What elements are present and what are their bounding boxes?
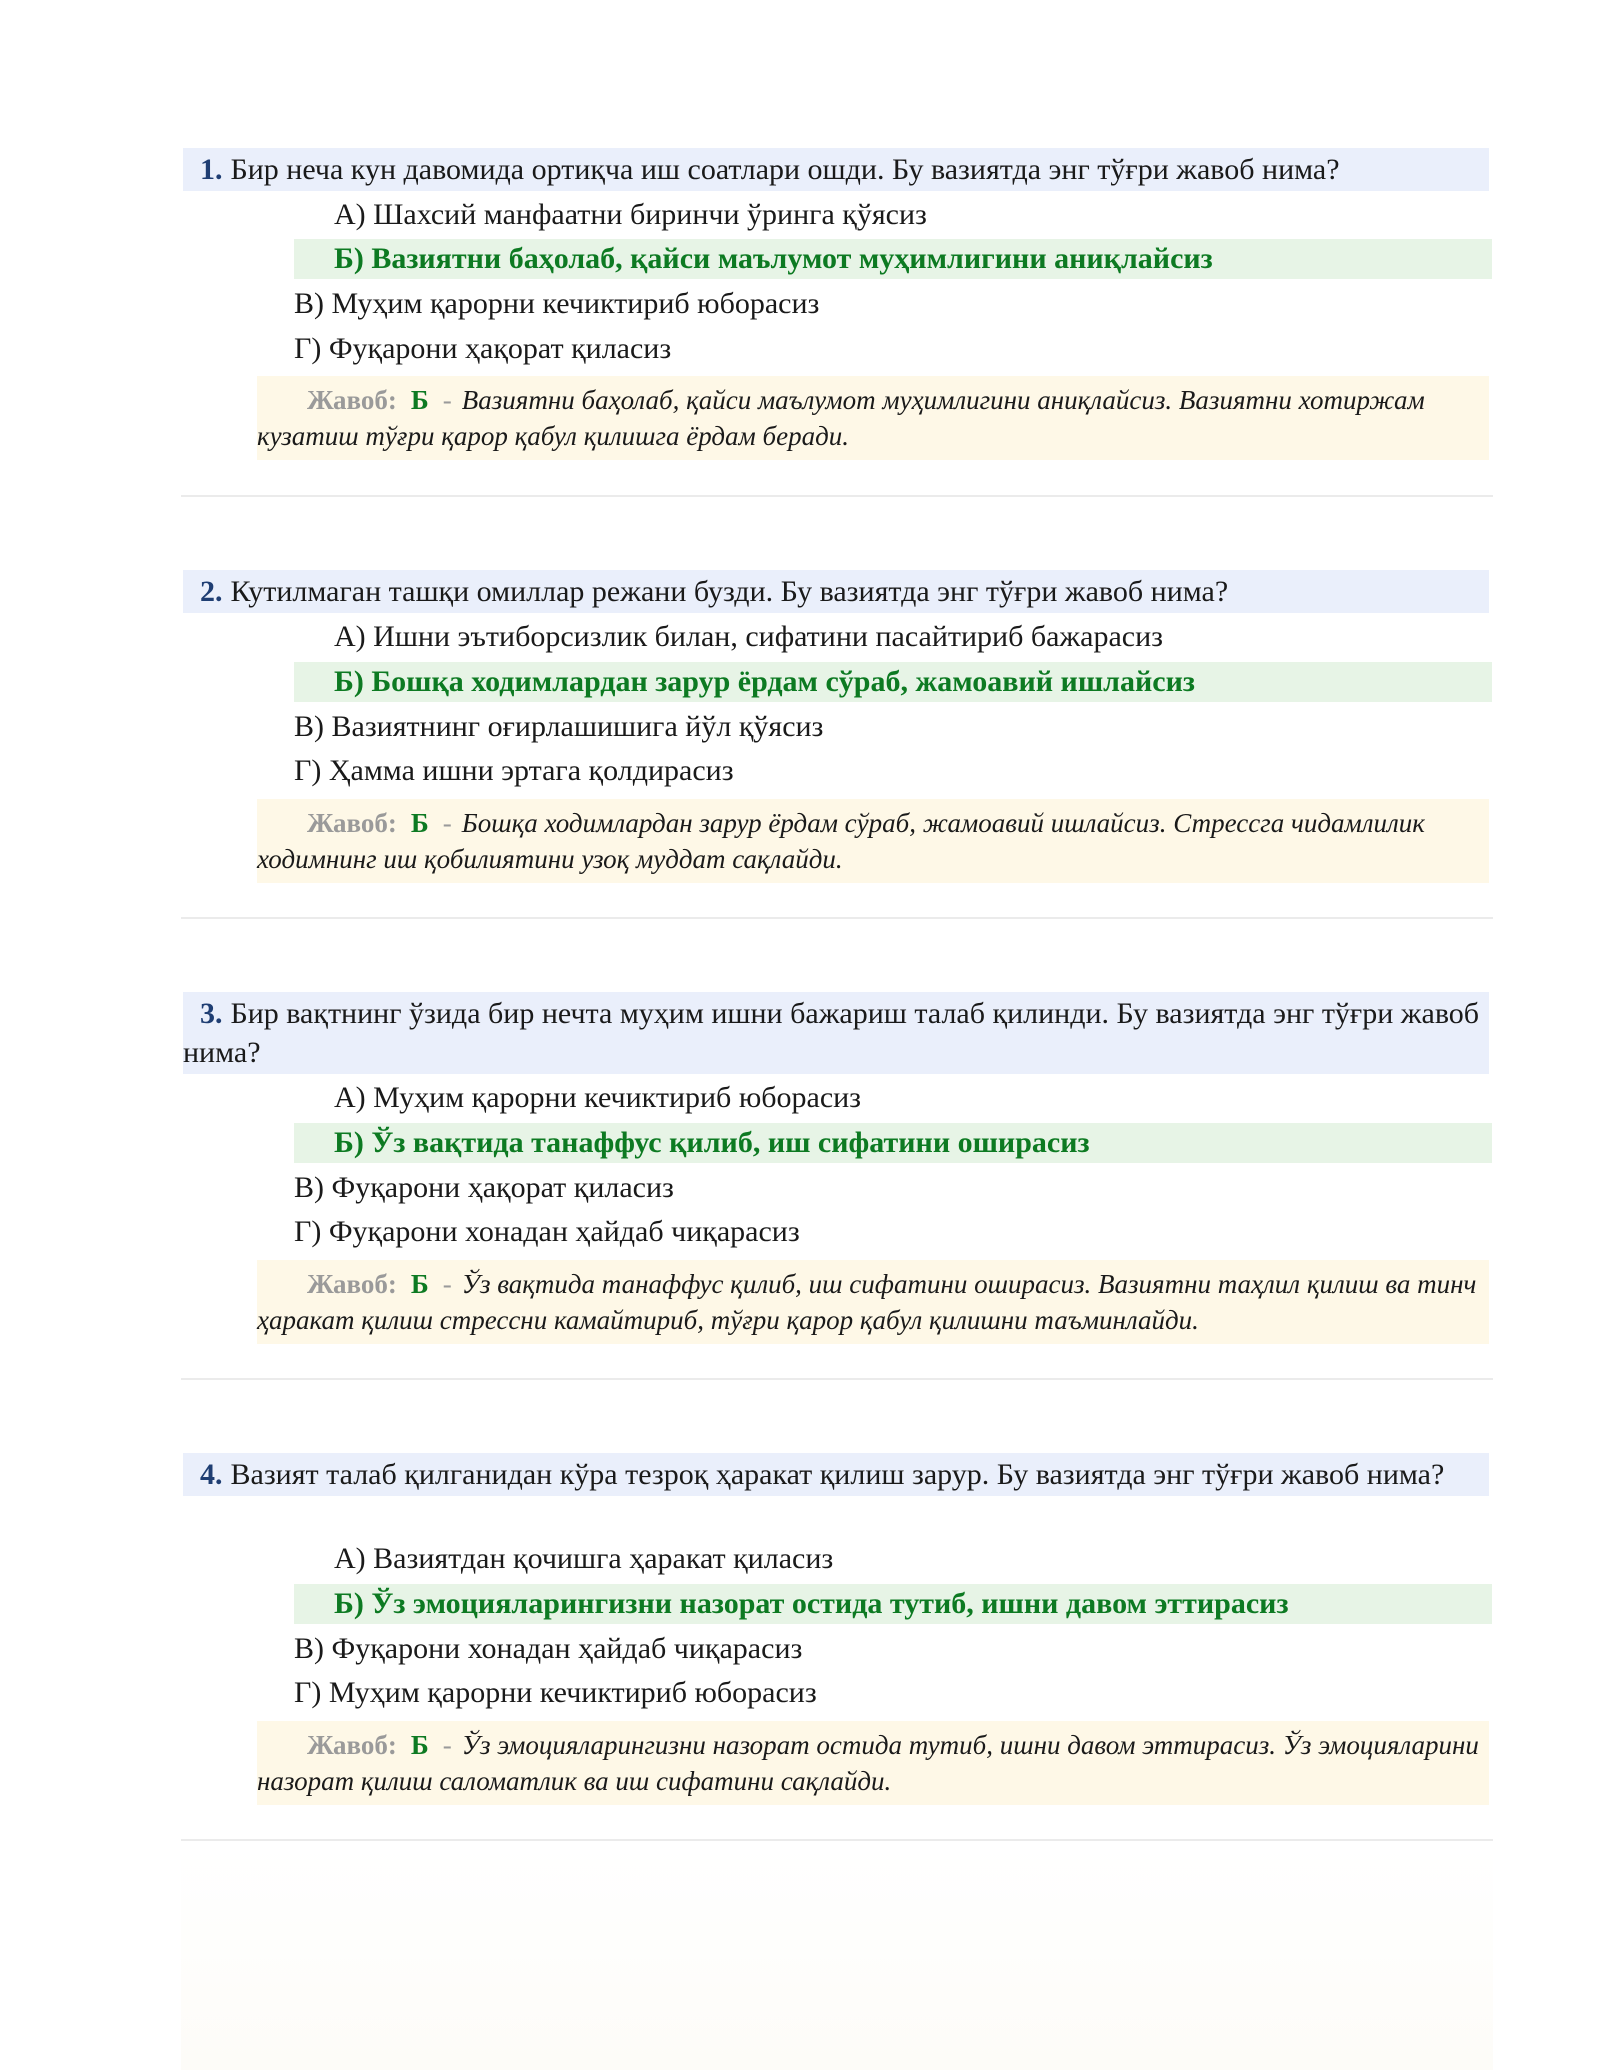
option-a: А) Шахсий манфаатни биринчи ўринга қўясиз bbox=[334, 198, 927, 231]
divider bbox=[181, 1839, 1493, 1841]
answer-dash: - bbox=[442, 808, 452, 838]
answer-label: Жавоб: bbox=[307, 1269, 397, 1299]
question-number: 1. bbox=[200, 153, 223, 186]
option-b-correct: Б) Вазиятни баҳолаб, қайси маълумот муҳимлигини аниқлайсиз bbox=[294, 239, 1492, 279]
question-4-text bbox=[183, 1453, 1489, 1496]
option-a: А) Ишни эътиборсизлик билан, сифатини пасайтириб бажарасиз bbox=[334, 620, 1164, 653]
answer-box bbox=[257, 1721, 1489, 1805]
answer-letter: Б bbox=[410, 1269, 429, 1299]
question-2-text bbox=[183, 570, 1489, 613]
option-g: Г) Муҳим қарорни кечиктириб юборасиз bbox=[294, 1676, 817, 1709]
answer-letter: Б bbox=[410, 1730, 429, 1760]
option-v: В) Муҳим қарорни кечиктириб юборасиз bbox=[294, 287, 820, 320]
question-1-text bbox=[183, 148, 1489, 191]
divider bbox=[181, 917, 1493, 919]
option-g: Г) Фуқарони хонадан ҳайдаб чиқарасиз bbox=[294, 1215, 800, 1248]
option-b-correct: Б) Ўз эмоцияларингизни назорат остида тутиб, ишни давом эттирасиз bbox=[294, 1584, 1492, 1624]
option-b-correct: Б) Бошқа ходимлардан зарур ёрдам сўраб, жамоавий ишлайсиз bbox=[294, 662, 1492, 702]
option-v: В) Фуқарони хонадан ҳайдаб чиқарасиз bbox=[294, 1632, 803, 1665]
question-number: 4. bbox=[200, 1458, 223, 1491]
answer-explanation: Ўз эмоцияларингизни назорат остида тутиб, ишни давом эттирасиз. Ўз эмоцияларини назорат қилиш саломатлик ва иш сифатини сақлайди. bbox=[257, 1730, 1479, 1796]
page-footer-area bbox=[181, 1845, 1493, 2070]
option-a: А) Вазиятдан қочишга ҳаракат қиласиз bbox=[334, 1542, 834, 1575]
answer-dash: - bbox=[442, 385, 452, 415]
answer-letter: Б bbox=[410, 385, 429, 415]
answer-box bbox=[257, 376, 1489, 460]
answer-label: Жавоб: bbox=[307, 1730, 397, 1760]
question-3-text bbox=[183, 992, 1489, 1074]
question-text: Вазият талаб қилганидан кўра тезроқ ҳаракат қилиш зарур. Бу вазиятда энг тўғри жавоб нима? bbox=[230, 1458, 1445, 1491]
answer-letter: Б bbox=[410, 808, 429, 838]
option-g: Г) Ҳамма ишни эртага қолдирасиз bbox=[294, 754, 734, 787]
answer-label: Жавоб: bbox=[307, 808, 397, 838]
question-number: 3. bbox=[200, 997, 223, 1030]
option-v: В) Вазиятнинг оғирлашишига йўл қўясиз bbox=[294, 710, 824, 743]
option-b-correct: Б) Ўз вақтида танаффус қилиб, иш сифатини оширасиз bbox=[294, 1123, 1492, 1163]
option-v: В) Фуқарони ҳақорат қиласиз bbox=[294, 1171, 674, 1204]
answer-box bbox=[257, 799, 1489, 883]
question-text: Кутилмаган ташқи омиллар режани бузди. Бу вазиятда энг тўғри жавоб нима? bbox=[230, 575, 1229, 608]
answer-explanation: Ўз вақтида танаффус қилиб, иш сифатини оширасиз. Вазиятни таҳлил қилиш ва тинч ҳаракат қилиш стрессни камайтириб, тўғри қарор қабул қилишни таъминлайди. bbox=[257, 1269, 1477, 1335]
answer-explanation: Бошқа ходимлардан зарур ёрдам сўраб, жамоавий ишлайсиз. Стрессга чидамлилик ходимнинг иш қобилиятини узоқ муддат сақлайди. bbox=[257, 808, 1425, 874]
question-text: Бир неча кун давомида ортиқча иш соатлари ошди. Бу вазиятда энг тўғри жавоб нима? bbox=[230, 153, 1340, 186]
answer-label: Жавоб: bbox=[307, 385, 397, 415]
question-text: Бир вақтнинг ўзида бир нечта муҳим ишни бажариш талаб қилинди. Бу вазиятда энг тўғри жавоб нима? bbox=[183, 997, 1480, 1069]
answer-dash: - bbox=[442, 1269, 452, 1299]
answer-dash: - bbox=[442, 1730, 452, 1760]
question-number: 2. bbox=[200, 575, 223, 608]
divider bbox=[181, 495, 1493, 497]
option-a: А) Муҳим қарорни кечиктириб юборасиз bbox=[334, 1081, 862, 1114]
divider bbox=[181, 1378, 1493, 1380]
option-g: Г) Фуқарони ҳақорат қиласиз bbox=[294, 332, 672, 365]
answer-explanation: Вазиятни баҳолаб, қайси маълумот муҳимлигини аниқлайсиз. Вазиятни хотиржам кузатиш тўғри қарор қабул қилишга ёрдам беради. bbox=[257, 385, 1425, 451]
answer-box bbox=[257, 1260, 1489, 1344]
